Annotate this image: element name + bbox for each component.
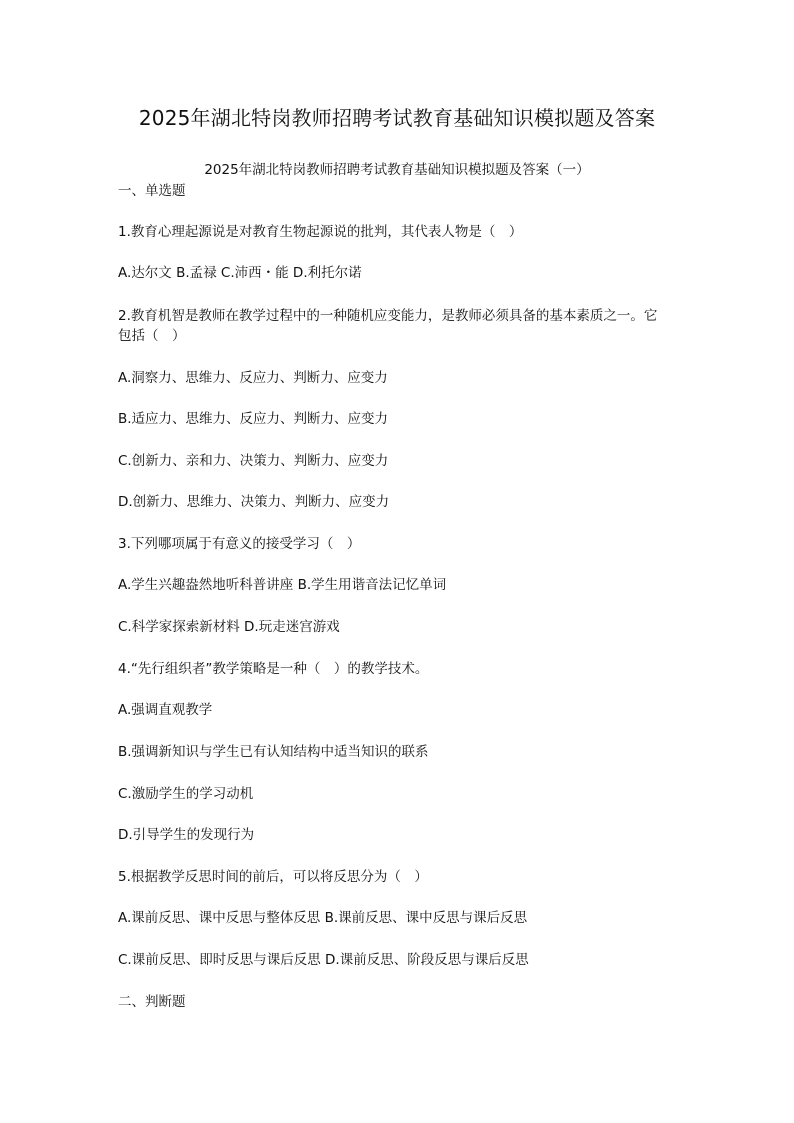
- question-5-options-ab: A.课前反思、课中反思与整体反思 B.课前反思、课中反思与课后反思: [118, 910, 528, 926]
- question-2-option-d: D.创新力、思维力、决策力、判断力、应变力: [118, 494, 390, 510]
- question-2-option-b: B.适应力、思维力、反应力、判断力、应变力: [118, 411, 389, 427]
- question-1-stem: 1.教育心理起源说是对教育生物起源说的批判，其代表人物是（ ）: [118, 224, 523, 240]
- question-3-options-cd: C.科学家探索新材料 D.玩走迷宫游戏: [118, 619, 340, 635]
- question-2-option-a: A.洞察力、思维力、反应力、判断力、应变力: [118, 370, 388, 386]
- question-5-stem: 5.根据教学反思时间的前后，可以将反思分为（ ）: [118, 869, 428, 885]
- question-4-option-a: A.强调直观教学: [118, 702, 213, 718]
- question-3-options-ab: A.学生兴趣盎然地听科普讲座 B.学生用谐音法记忆单词: [118, 577, 447, 593]
- question-4-stem: 4.“先行组织者”教学策略是一种（ ）的教学技术。: [118, 661, 429, 677]
- question-4-option-d: D.引导学生的发现行为: [118, 827, 255, 843]
- document-title: 2025年湖北特岗教师招聘考试教育基础知识模拟题及答案: [138, 106, 656, 130]
- section-heading-single-choice: 一、单选题: [118, 183, 186, 199]
- question-2-option-c: C.创新力、亲和力、决策力、判断力、应变力: [118, 453, 389, 469]
- document-subtitle: 2025年湖北特岗教师招聘考试教育基础知识模拟题及答案（一）: [204, 162, 590, 178]
- section-heading-true-false: 二、判断题: [118, 994, 186, 1010]
- question-4-option-b: B.强调新知识与学生已有认知结构中适当知识的联系: [118, 744, 429, 760]
- question-2-stem: 2.教育机智是教师在教学过程中的一种随机应变能力，是教师必须具备的基本素质之一。它包括（ ）: [118, 308, 658, 344]
- question-1-options: A.达尔文 B.孟禄 C.沛西・能 D.利托尔诺: [118, 265, 362, 281]
- question-5-options-cd: C.课前反思、即时反思与课后反思 D.课前反思、阶段反思与课后反思: [118, 952, 529, 968]
- question-3-stem: 3.下列哪项属于有意义的接受学习（ ）: [118, 536, 361, 552]
- question-4-option-c: C.激励学生的学习动机: [118, 786, 254, 802]
